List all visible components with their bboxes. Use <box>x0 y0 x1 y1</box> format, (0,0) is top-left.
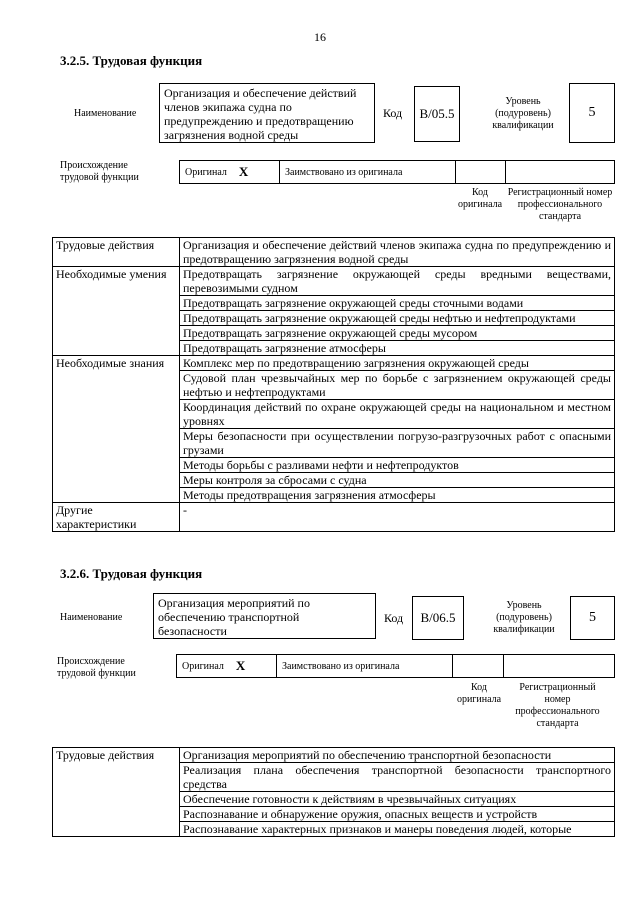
code-label: Код <box>384 611 404 625</box>
function-code: B/05.5 <box>414 86 460 142</box>
function-table <box>52 237 615 532</box>
row-item: Меры безопасности при осуществлении погрузо-разгрузочных работ с опасными грузами <box>180 429 615 458</box>
code-original-label: Код оригинала <box>457 187 503 210</box>
row-item: Реализация плана обеспечения транспортной безопасности транспортного средства <box>180 763 615 792</box>
code-original-cell <box>453 655 504 677</box>
code-original-label: Код оригинала <box>456 682 502 705</box>
section-heading: 3.2.5. Трудовая функция <box>60 53 203 68</box>
row-header: Необходимые умения <box>53 267 180 356</box>
level-label: Уровень (подуровень) квалификации <box>492 96 554 131</box>
row-item: Координация действий по охране окружающей среды на национальном и местном уровнях <box>180 400 615 429</box>
origin-label: Происхождение трудовой функции <box>57 656 136 679</box>
original-label: Оригинал <box>182 660 224 672</box>
original-mark: X <box>235 658 246 673</box>
reg-number-label: Регистрационный номер профессионального стандарта <box>507 187 613 222</box>
qualification-level: 5 <box>570 596 615 640</box>
row-item: Предотвращать загрязнение окружающей среды вредными веществами, перевозимыми судном <box>180 267 615 296</box>
row-item: Методы предотвращения загрязнения атмосферы <box>180 488 615 503</box>
page-number: 16 <box>314 30 326 44</box>
table-row <box>53 356 615 371</box>
name-label: Наименование <box>74 108 137 119</box>
row-item: Меры контроля за сбросами с судна <box>180 473 615 488</box>
row-item: Распознавание характерных признаков и манеры поведения людей, которые <box>180 822 615 837</box>
row-item: Организация мероприятий по обеспечению транспортной безопасности <box>180 748 615 763</box>
reg-number-cell <box>504 655 614 677</box>
row-item: Предотвращать загрязнение атмосферы <box>180 341 615 356</box>
row-item: Организация и обеспечение действий членов экипажа судна по предупреждению и предотвращению загрязнения водной среды <box>180 238 615 267</box>
original-cell <box>177 655 277 677</box>
row-item: Комплекс мер по предотвращению загрязнения окружающей среды <box>180 356 615 371</box>
borrowed-cell: Заимствовано из оригинала <box>277 655 453 677</box>
row-item: Предотвращать загрязнение окружающей среды сточными водами <box>180 296 615 311</box>
table-row <box>53 503 615 532</box>
original-cell <box>180 161 280 183</box>
row-item: Судовой план чрезвычайных мер по борьбе с загрязнением окружающей среды нефтью и нефтепродуктами <box>180 371 615 400</box>
function-table <box>52 747 615 837</box>
original-mark: X <box>238 164 249 179</box>
row-header: Трудовые действия <box>53 748 180 837</box>
row-item: Распознавание и обнаружение оружия, опасных веществ и устройств <box>180 807 615 822</box>
code-original-cell <box>456 161 506 183</box>
function-name: Организация мероприятий по обеспечению транспортной безопасности <box>153 593 376 639</box>
row-item: - <box>180 503 615 532</box>
reg-number-label: Регистрационный номер профессионального стандарта <box>515 682 600 729</box>
origin-row <box>176 654 615 678</box>
table-row <box>53 748 615 763</box>
level-label: Уровень (подуровень) квалификации <box>493 600 555 635</box>
table-row <box>53 267 615 296</box>
original-label: Оригинал <box>185 166 227 178</box>
row-item: Предотвращать загрязнение окружающей среды мусором <box>180 326 615 341</box>
row-item: Предотвращать загрязнение окружающей среды нефтью и нефтепродуктами <box>180 311 615 326</box>
origin-label: Происхождение трудовой функции <box>60 160 139 183</box>
code-label: Код <box>383 106 403 120</box>
section-heading: 3.2.6. Трудовая функция <box>60 566 203 581</box>
row-header: Другие характеристики <box>53 503 180 532</box>
qualification-level: 5 <box>569 83 615 143</box>
row-header: Трудовые действия <box>53 238 180 267</box>
reg-number-cell <box>506 161 614 183</box>
table-row <box>53 238 615 267</box>
borrowed-cell: Заимствовано из оригинала <box>280 161 456 183</box>
function-code: B/06.5 <box>412 596 464 640</box>
function-name: Организация и обеспечение действий членов экипажа судна по предупреждению и предотвращению загрязнения водной среды <box>159 83 375 143</box>
row-item: Обеспечение готовности к действиям в чрезвычайных ситуациях <box>180 792 615 807</box>
origin-row <box>179 160 615 184</box>
row-header: Необходимые знания <box>53 356 180 503</box>
row-item: Методы борьбы с разливами нефти и нефтепродуктов <box>180 458 615 473</box>
name-label: Наименование <box>60 612 123 623</box>
